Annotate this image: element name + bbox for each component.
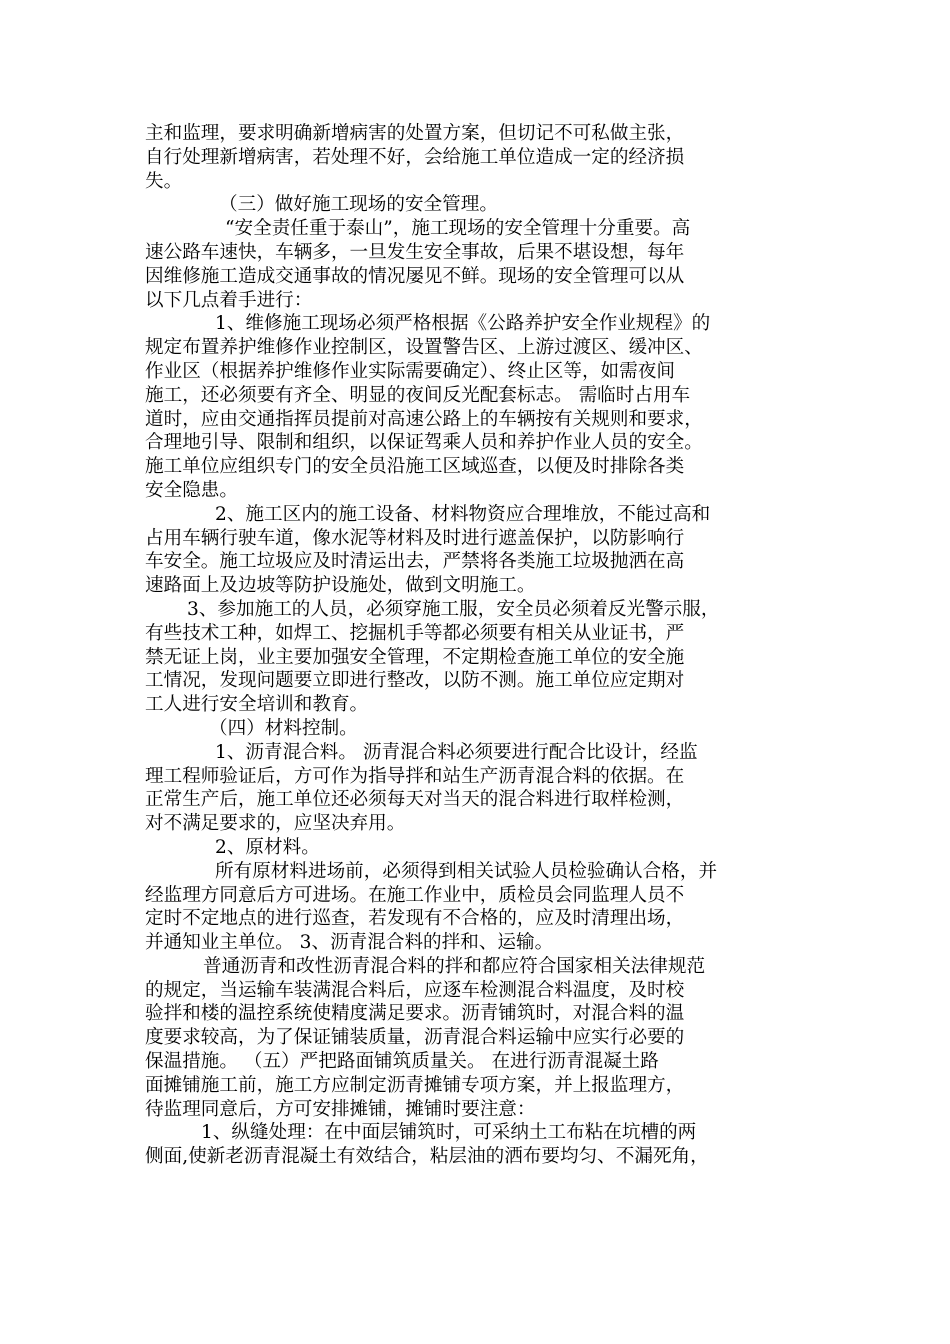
text-line: 所有原材料进场前，必须得到相关试验人员检验确认合格，并 bbox=[215, 860, 718, 882]
text-line: “安全责任重于泰山”，施工现场的安全管理十分重要。高 bbox=[225, 218, 691, 240]
text-line: 验拌和楼的温控系统使精度满足要求。沥青铺筑时，对混合料的温 bbox=[145, 1003, 685, 1025]
text-line: 规定布置养护维修作业控制区，设置警告区、上游过渡区、缓冲区、 bbox=[145, 337, 703, 359]
text-line: 待监理同意后，方可安排摊铺，摊铺时要注意： bbox=[145, 1098, 536, 1120]
text-line: 速公路车速快，车辆多，一旦发生安全事故，后果不堪设想，每年 bbox=[145, 241, 685, 263]
text-line: 保温措施。 （五）严把路面铺筑质量关。 在进行沥青混凝土路 bbox=[145, 1051, 659, 1073]
text-line: 侧面,使新老沥青混凝土有效结合，粘层油的洒布要均匀、不漏死角， bbox=[145, 1146, 709, 1168]
text-line: 车安全。施工垃圾应及时清运出去，严禁将各类施工垃圾抛洒在高 bbox=[145, 551, 685, 573]
text-line: 的规定，当运输车装满混合料后，应逐车检测混合料温度，及时校 bbox=[145, 979, 685, 1001]
text-line: 1、维修施工现场必须严格根据《公路养护安全作业规程》的 bbox=[215, 313, 711, 335]
text-line: 普通沥青和改性沥青混合料的拌和都应符合国家相关法律规范 bbox=[203, 955, 706, 977]
text-line: 工情况，发现问题要立即进行整改，以防不测。施工单位应定期对 bbox=[145, 670, 685, 692]
text-line: 并通知业主单位。 3、沥青混合料的拌和、运输。 bbox=[145, 932, 554, 954]
text-line: 正常生产后，施工单位还必须每天对当天的混合料进行取样检测， bbox=[145, 789, 685, 811]
text-line: 失。 bbox=[145, 170, 183, 192]
text-line: 有些技术工种，如焊工、挖掘机手等都必须要有相关从业证书，严 bbox=[145, 622, 685, 644]
text-line: 自行处理新增病害，若处理不好，会给施工单位造成一定的经济损 bbox=[145, 146, 685, 168]
text-line: 2、原材料。 bbox=[215, 836, 320, 858]
body-text bbox=[145, 122, 815, 1169]
text-line: 速路面上及边坡等防护设施处，做到文明施工。 bbox=[145, 575, 536, 597]
text-line: 施工，还必须要有齐全、明显的夜间反光配套标志。 需临时占用车 bbox=[145, 384, 691, 406]
text-line: 施工单位应组织专门的安全员沿施工区域巡查，以便及时排除各类 bbox=[145, 456, 685, 478]
text-line: 占用车辆行驶车道，像水泥等材料及时进行遮盖保护，以防影响行 bbox=[145, 527, 685, 549]
text-line: 面摊铺施工前，施工方应制定沥青摊铺专项方案，并上报监理方， bbox=[145, 1074, 685, 1096]
text-line: 经监理方同意后方可进场。在施工作业中，质检员会同监理人员不 bbox=[145, 884, 685, 906]
text-line: 以下几点着手进行： bbox=[145, 289, 313, 311]
text-line: 理工程师验证后，方可作为指导拌和站生产沥青混合料的依据。在 bbox=[145, 765, 685, 787]
section-heading: （四）材料控制。 bbox=[209, 717, 358, 739]
text-line: 1、纵缝处理：在中面层铺筑时，可采纳土工布粘在坑槽的两 bbox=[201, 1122, 697, 1144]
text-line: 工人进行安全培训和教育。 bbox=[145, 694, 369, 716]
section-heading: （三）做好施工现场的安全管理。 bbox=[219, 194, 498, 216]
text-line: 定时不定地点的进行巡查，若发现有不合格的，应及时清理出场， bbox=[145, 908, 685, 930]
text-line: 2、施工区内的施工设备、材料物资应合理堆放，不能过高和 bbox=[215, 503, 711, 525]
text-line: 因维修施工造成交通事故的情况屡见不鲜。现场的安全管理可以从 bbox=[145, 265, 685, 287]
text-line: 主和监理，要求明确新增病害的处置方案，但切记不可私做主张， bbox=[145, 123, 685, 144]
text-line: 3、参加施工的人员，必须穿施工服，安全员必须着反光警示服， bbox=[187, 598, 720, 620]
text-line: 道时，应由交通指挥员提前对高速公路上的车辆按有关规则和要求， bbox=[145, 408, 703, 430]
text-line: 合理地引导、限制和组织，以保证驾乘人员和养护作业人员的安全。 bbox=[145, 432, 703, 454]
text-line: 安全隐患。 bbox=[145, 479, 238, 501]
text-line: 度要求较高，为了保证铺装质量，沥青混合料运输中应实行必要的 bbox=[145, 1027, 685, 1049]
text-line: 对不满足要求的，应坚决弃用。 bbox=[145, 813, 406, 835]
text-line: 作业区（根据养护维修作业实际需要确定）、终止区等，如需夜间 bbox=[145, 360, 675, 382]
text-line: 1、沥青混合料。 沥青混合料必须要进行配合比设计，经监 bbox=[215, 741, 698, 763]
text-line: 禁无证上岗，业主要加强安全管理，不定期检查施工单位的安全施 bbox=[145, 646, 685, 668]
